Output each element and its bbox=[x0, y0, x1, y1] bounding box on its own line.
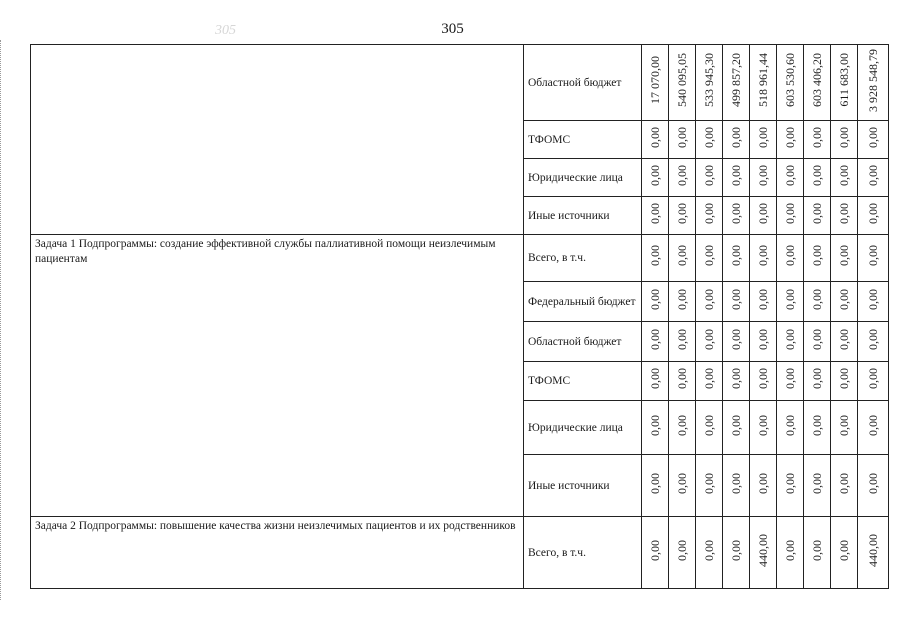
amount-cell bbox=[831, 159, 858, 197]
amount-cell bbox=[750, 282, 777, 322]
amount-cell bbox=[858, 455, 889, 517]
amount-value: 0,00 bbox=[866, 202, 880, 224]
amount-cell bbox=[696, 159, 723, 197]
amount-cell bbox=[696, 45, 723, 121]
amount-cell bbox=[669, 401, 696, 455]
amount-value: 0,00 bbox=[810, 539, 824, 561]
amount-value: 0,00 bbox=[756, 202, 770, 224]
amount-value: 0,00 bbox=[837, 202, 851, 224]
amount-value: 0,00 bbox=[675, 368, 689, 389]
amount-cell bbox=[804, 455, 831, 517]
amount-cell bbox=[831, 235, 858, 282]
amount-cell bbox=[642, 235, 669, 282]
amount-value: 0,00 bbox=[675, 202, 689, 224]
amount-cell bbox=[696, 401, 723, 455]
amount-value: 0,00 bbox=[675, 472, 689, 494]
amount-value: 0,00 bbox=[783, 202, 797, 224]
amount-cell bbox=[831, 517, 858, 589]
amount-cell bbox=[696, 121, 723, 159]
amount-value: 0,00 bbox=[783, 472, 797, 494]
amount-value: 0,00 bbox=[783, 414, 797, 436]
amount-value: 0,00 bbox=[810, 368, 824, 389]
amount-value: 0,00 bbox=[866, 288, 880, 310]
amount-cell bbox=[777, 362, 804, 401]
amount-value: 3 928 548,79 bbox=[866, 48, 880, 112]
amount-value: 0,00 bbox=[837, 328, 851, 350]
amount-cell bbox=[858, 401, 889, 455]
amount-cell bbox=[750, 197, 777, 235]
amount-value: 0,00 bbox=[675, 414, 689, 436]
amount-value: 0,00 bbox=[866, 368, 880, 389]
amount-value: 0,00 bbox=[866, 245, 880, 266]
amount-value: 0,00 bbox=[810, 245, 824, 266]
amount-value: 0,00 bbox=[837, 164, 851, 186]
amount-value: 0,00 bbox=[702, 414, 716, 436]
amount-cell bbox=[777, 235, 804, 282]
amount-value: 0,00 bbox=[810, 202, 824, 224]
amount-cell bbox=[804, 121, 831, 159]
amount-value: 0,00 bbox=[675, 539, 689, 561]
amount-cell bbox=[669, 282, 696, 322]
amount-cell bbox=[831, 455, 858, 517]
funding-source-cell: Юридические лица bbox=[524, 159, 642, 197]
funding-source-cell: Областной бюджет bbox=[524, 322, 642, 362]
amount-value: 0,00 bbox=[729, 472, 743, 494]
funding-source-cell: Федеральный бюджет bbox=[524, 282, 642, 322]
amount-cell bbox=[642, 159, 669, 197]
amount-cell bbox=[750, 401, 777, 455]
amount-cell bbox=[804, 45, 831, 121]
budget-table-body bbox=[31, 45, 889, 589]
amount-value: 0,00 bbox=[648, 288, 662, 310]
task-cell: Задача 2 Подпрограммы: повышение качества жизни неизлечимых пациентов и их родственников bbox=[31, 517, 524, 589]
amount-value: 0,00 bbox=[729, 202, 743, 224]
amount-cell bbox=[723, 235, 750, 282]
amount-cell bbox=[858, 45, 889, 121]
amount-cell bbox=[858, 159, 889, 197]
amount-cell bbox=[642, 401, 669, 455]
amount-cell bbox=[831, 401, 858, 455]
amount-value: 603 530,60 bbox=[783, 53, 797, 107]
amount-value: 0,00 bbox=[810, 472, 824, 494]
amount-cell bbox=[723, 121, 750, 159]
amount-value: 0,00 bbox=[866, 126, 880, 148]
amount-cell bbox=[669, 362, 696, 401]
amount-cell bbox=[804, 235, 831, 282]
amount-cell bbox=[696, 455, 723, 517]
amount-value: 0,00 bbox=[648, 539, 662, 561]
amount-value: 0,00 bbox=[702, 202, 716, 224]
task-cell: Задача 1 Подпрограммы: создание эффективной службы паллиативной помощи неизлечимым пациентам bbox=[31, 235, 524, 517]
amount-value: 0,00 bbox=[729, 539, 743, 561]
amount-value: 0,00 bbox=[756, 414, 770, 436]
amount-value: 0,00 bbox=[837, 539, 851, 561]
amount-cell bbox=[642, 517, 669, 589]
amount-value: 0,00 bbox=[783, 368, 797, 389]
amount-cell bbox=[669, 197, 696, 235]
amount-value: 0,00 bbox=[783, 245, 797, 266]
task-cell bbox=[31, 45, 524, 235]
amount-value: 0,00 bbox=[675, 126, 689, 148]
amount-cell bbox=[723, 401, 750, 455]
funding-source-cell: Областной бюджет bbox=[524, 45, 642, 121]
amount-value: 0,00 bbox=[648, 126, 662, 148]
amount-value: 0,00 bbox=[866, 414, 880, 436]
amount-cell bbox=[723, 517, 750, 589]
amount-value: 0,00 bbox=[648, 414, 662, 436]
table-row bbox=[31, 517, 889, 589]
amount-cell bbox=[831, 282, 858, 322]
amount-cell bbox=[696, 322, 723, 362]
amount-cell bbox=[696, 235, 723, 282]
amount-value: 0,00 bbox=[866, 328, 880, 350]
amount-value: 611 683,00 bbox=[837, 53, 851, 107]
amount-value: 0,00 bbox=[756, 472, 770, 494]
amount-value: 0,00 bbox=[783, 288, 797, 310]
amount-cell bbox=[750, 235, 777, 282]
funding-source-cell: Иные источники bbox=[524, 197, 642, 235]
amount-value: 0,00 bbox=[675, 288, 689, 310]
amount-value: 0,00 bbox=[702, 368, 716, 389]
amount-value: 0,00 bbox=[702, 328, 716, 350]
amount-cell bbox=[831, 197, 858, 235]
amount-cell bbox=[723, 282, 750, 322]
amount-cell bbox=[723, 159, 750, 197]
amount-cell bbox=[750, 159, 777, 197]
amount-value: 0,00 bbox=[675, 164, 689, 186]
amount-value: 0,00 bbox=[702, 245, 716, 266]
amount-cell bbox=[750, 45, 777, 121]
amount-cell bbox=[804, 362, 831, 401]
amount-cell bbox=[831, 322, 858, 362]
amount-value: 0,00 bbox=[756, 328, 770, 350]
amount-cell bbox=[669, 455, 696, 517]
amount-value: 0,00 bbox=[756, 368, 770, 389]
amount-cell bbox=[696, 282, 723, 322]
amount-value: 0,00 bbox=[810, 164, 824, 186]
amount-value: 0,00 bbox=[837, 288, 851, 310]
amount-cell bbox=[723, 455, 750, 517]
amount-value: 0,00 bbox=[729, 164, 743, 186]
amount-cell bbox=[642, 362, 669, 401]
amount-value: 0,00 bbox=[837, 368, 851, 389]
amount-value: 0,00 bbox=[648, 202, 662, 224]
amount-value: 0,00 bbox=[729, 414, 743, 436]
amount-value: 0,00 bbox=[648, 472, 662, 494]
amount-cell bbox=[804, 159, 831, 197]
amount-value: 0,00 bbox=[756, 288, 770, 310]
amount-value: 0,00 bbox=[729, 245, 743, 266]
amount-cell bbox=[804, 282, 831, 322]
amount-value: 0,00 bbox=[810, 126, 824, 148]
amount-value: 0,00 bbox=[756, 126, 770, 148]
funding-source-cell: Всего, в т.ч. bbox=[524, 235, 642, 282]
amount-cell bbox=[777, 45, 804, 121]
funding-source-cell: Всего, в т.ч. bbox=[524, 517, 642, 589]
amount-value: 0,00 bbox=[648, 245, 662, 266]
amount-cell bbox=[750, 121, 777, 159]
amount-value: 499 857,20 bbox=[729, 53, 743, 107]
amount-cell bbox=[777, 517, 804, 589]
amount-cell bbox=[669, 322, 696, 362]
funding-source-cell: ТФОМС bbox=[524, 362, 642, 401]
budget-table bbox=[30, 44, 889, 589]
amount-cell bbox=[642, 455, 669, 517]
amount-cell bbox=[858, 282, 889, 322]
amount-value: 0,00 bbox=[810, 328, 824, 350]
page-number: 305 bbox=[441, 21, 464, 37]
amount-value: 0,00 bbox=[837, 414, 851, 436]
amount-cell bbox=[696, 362, 723, 401]
amount-value: 0,00 bbox=[702, 126, 716, 148]
amount-value: 0,00 bbox=[675, 328, 689, 350]
amount-value: 0,00 bbox=[675, 245, 689, 266]
amount-cell bbox=[669, 159, 696, 197]
amount-cell bbox=[777, 322, 804, 362]
amount-cell bbox=[804, 197, 831, 235]
amount-cell bbox=[750, 322, 777, 362]
amount-cell bbox=[858, 121, 889, 159]
amount-value: 0,00 bbox=[837, 245, 851, 266]
amount-value: 518 961,44 bbox=[756, 53, 770, 107]
amount-cell bbox=[777, 455, 804, 517]
amount-cell bbox=[669, 121, 696, 159]
amount-cell bbox=[804, 517, 831, 589]
amount-cell bbox=[831, 121, 858, 159]
amount-value: 0,00 bbox=[702, 164, 716, 186]
amount-cell bbox=[669, 235, 696, 282]
amount-value: 440,00 bbox=[756, 533, 770, 567]
amount-cell bbox=[642, 121, 669, 159]
amount-cell bbox=[642, 197, 669, 235]
amount-cell bbox=[669, 517, 696, 589]
amount-value: 0,00 bbox=[729, 288, 743, 310]
amount-cell bbox=[750, 362, 777, 401]
funding-source-cell: ТФОМС bbox=[524, 121, 642, 159]
amount-cell bbox=[696, 517, 723, 589]
amount-value: 0,00 bbox=[810, 288, 824, 310]
amount-cell bbox=[831, 362, 858, 401]
funding-source-cell: Юридические лица bbox=[524, 401, 642, 455]
funding-source-cell: Иные источники bbox=[524, 455, 642, 517]
amount-cell bbox=[669, 45, 696, 121]
amount-cell bbox=[723, 322, 750, 362]
amount-value: 440,00 bbox=[866, 533, 880, 567]
amount-cell bbox=[723, 45, 750, 121]
amount-value: 0,00 bbox=[810, 414, 824, 436]
amount-value: 0,00 bbox=[648, 164, 662, 186]
amount-cell bbox=[858, 517, 889, 589]
amount-cell bbox=[858, 322, 889, 362]
amount-value: 0,00 bbox=[702, 539, 716, 561]
amount-cell bbox=[723, 362, 750, 401]
amount-cell bbox=[858, 235, 889, 282]
amount-cell bbox=[804, 322, 831, 362]
amount-value: 0,00 bbox=[783, 126, 797, 148]
amount-cell bbox=[858, 362, 889, 401]
amount-value: 0,00 bbox=[783, 164, 797, 186]
amount-cell bbox=[858, 197, 889, 235]
amount-value: 0,00 bbox=[783, 328, 797, 350]
amount-cell bbox=[642, 282, 669, 322]
amount-value: 0,00 bbox=[837, 472, 851, 494]
amount-cell bbox=[831, 45, 858, 121]
amount-cell bbox=[723, 197, 750, 235]
amount-cell bbox=[777, 401, 804, 455]
amount-value: 0,00 bbox=[729, 368, 743, 389]
amount-value: 0,00 bbox=[756, 164, 770, 186]
table-row bbox=[31, 235, 889, 282]
amount-value: 533 945,30 bbox=[702, 53, 716, 107]
amount-value: 0,00 bbox=[866, 164, 880, 186]
amount-value: 0,00 bbox=[729, 328, 743, 350]
amount-cell bbox=[777, 197, 804, 235]
amount-cell bbox=[750, 517, 777, 589]
amount-value: 540 095,05 bbox=[675, 53, 689, 107]
amount-value: 0,00 bbox=[702, 472, 716, 494]
amount-value: 0,00 bbox=[648, 368, 662, 389]
amount-value: 0,00 bbox=[866, 472, 880, 494]
amount-cell bbox=[642, 45, 669, 121]
amount-cell bbox=[777, 159, 804, 197]
amount-cell bbox=[804, 401, 831, 455]
amount-cell bbox=[750, 455, 777, 517]
amount-value: 0,00 bbox=[702, 288, 716, 310]
ghost-page-number: 305 bbox=[215, 23, 236, 38]
amount-value: 603 406,20 bbox=[810, 53, 824, 107]
amount-value: 0,00 bbox=[837, 126, 851, 148]
left-margin-rule bbox=[0, 40, 1, 600]
table-row bbox=[31, 45, 889, 121]
amount-cell bbox=[777, 121, 804, 159]
amount-cell bbox=[642, 322, 669, 362]
amount-cell bbox=[696, 197, 723, 235]
amount-cell bbox=[777, 282, 804, 322]
amount-value: 0,00 bbox=[756, 245, 770, 266]
amount-value: 17 070,00 bbox=[648, 56, 662, 104]
amount-value: 0,00 bbox=[648, 328, 662, 350]
amount-value: 0,00 bbox=[783, 539, 797, 561]
amount-value: 0,00 bbox=[729, 126, 743, 148]
